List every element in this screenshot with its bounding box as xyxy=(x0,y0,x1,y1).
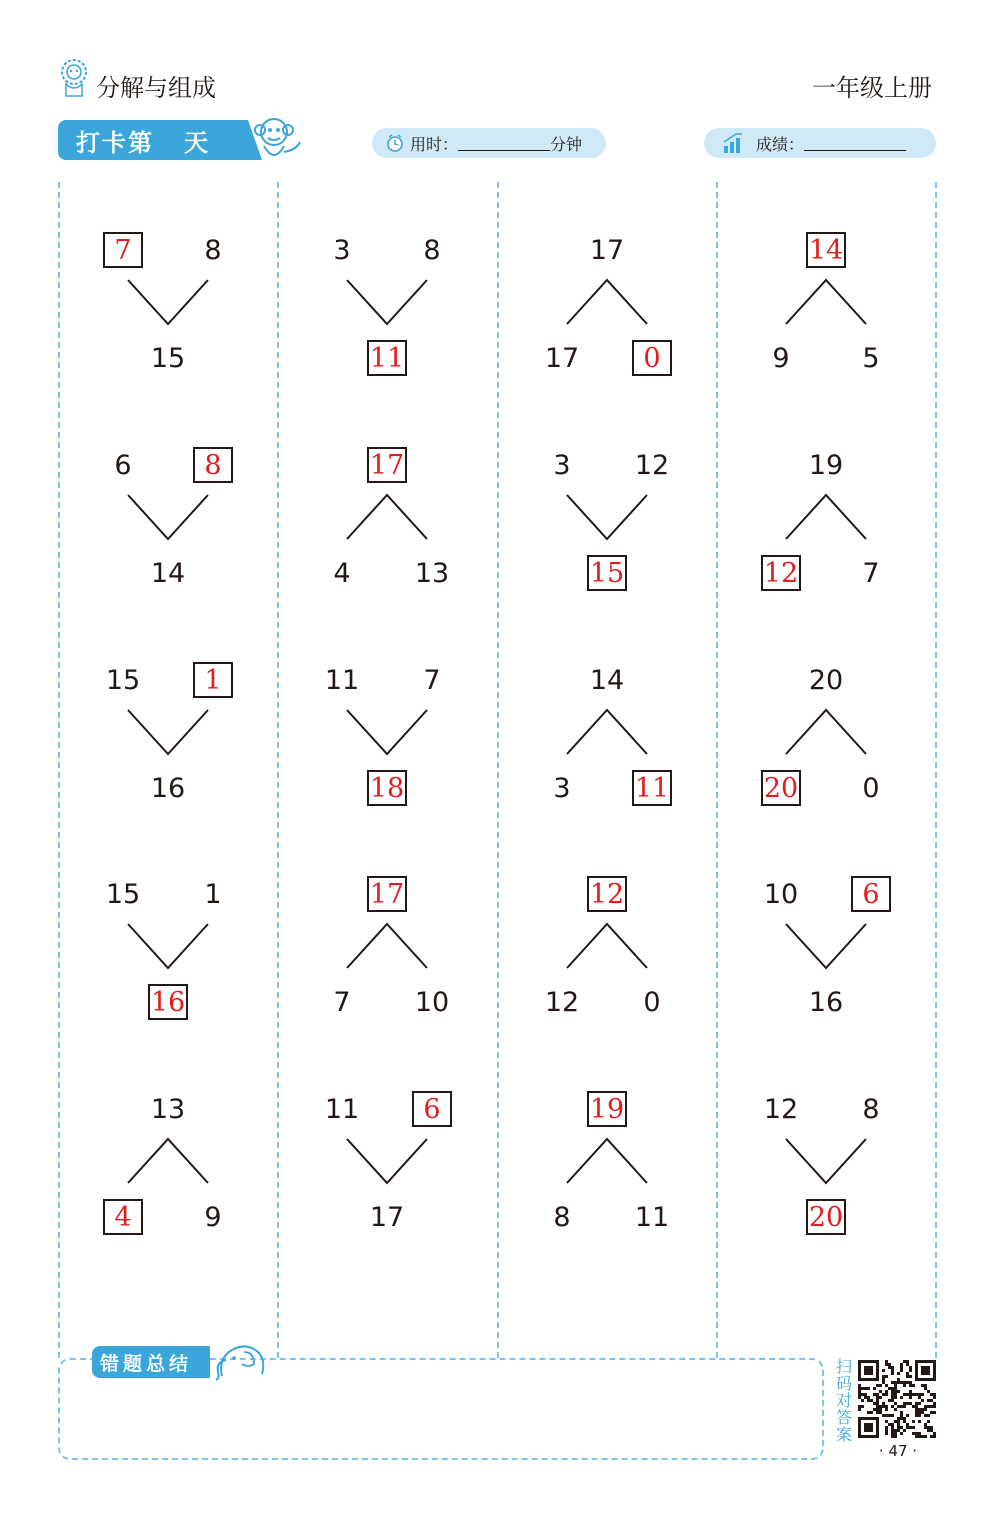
given-number: 16 xyxy=(150,773,186,804)
given-number: 7 xyxy=(333,987,351,1018)
answer-box[interactable]: 19 xyxy=(587,1091,627,1127)
given-number: 7 xyxy=(423,665,441,696)
qr-code-icon[interactable] xyxy=(858,1360,936,1438)
lion-logo-icon xyxy=(58,58,90,98)
time-unit: 分钟 xyxy=(550,134,583,154)
answer-box[interactable]: 18 xyxy=(367,770,407,806)
number-bond-problem xyxy=(277,1081,497,1295)
given-number: 9 xyxy=(204,1202,222,1233)
given-number: 8 xyxy=(423,235,441,266)
number-bond-problem xyxy=(58,866,278,1080)
number-bond-problem xyxy=(497,652,717,866)
number-bond-problem xyxy=(497,866,717,1080)
v-branch-lines xyxy=(277,222,497,436)
given-number: 17 xyxy=(544,343,580,374)
given-number: 5 xyxy=(862,343,880,374)
v-branch-lines xyxy=(277,652,497,866)
qr-caption: 扫码对答案 xyxy=(836,1357,853,1444)
answer-box[interactable]: 7 xyxy=(103,232,143,268)
answer-box[interactable]: 11 xyxy=(632,770,672,806)
given-number: 19 xyxy=(808,450,844,481)
given-number: 12 xyxy=(544,987,580,1018)
given-number: 15 xyxy=(105,879,141,910)
given-number: 11 xyxy=(324,665,360,696)
number-bond-problem xyxy=(497,1081,717,1295)
number-bond-problem xyxy=(497,222,717,436)
checkin-day-tab xyxy=(58,120,248,160)
chart-icon xyxy=(722,132,748,154)
given-number: 8 xyxy=(862,1094,880,1125)
given-number: 0 xyxy=(862,773,880,804)
answer-box[interactable]: 6 xyxy=(412,1091,452,1127)
answer-box[interactable]: 8 xyxy=(193,447,233,483)
given-number: 12 xyxy=(763,1094,799,1125)
number-bond-problem xyxy=(716,437,936,651)
number-bond-problem xyxy=(58,437,278,651)
number-bond-problem xyxy=(58,1081,278,1295)
given-number: 0 xyxy=(643,987,661,1018)
given-number: 14 xyxy=(150,558,186,589)
given-number: 3 xyxy=(333,235,351,266)
given-number: 9 xyxy=(772,343,790,374)
given-number: 10 xyxy=(763,879,799,910)
number-bond-problem xyxy=(277,437,497,651)
number-bond-problem xyxy=(716,866,936,1080)
given-number: 15 xyxy=(105,665,141,696)
answer-box[interactable]: 20 xyxy=(761,770,801,806)
page-title: 分解与组成 xyxy=(96,74,216,102)
given-number: 13 xyxy=(414,558,450,589)
v-branch-lines xyxy=(716,1081,936,1295)
number-bond-problem xyxy=(277,222,497,436)
answer-box[interactable]: 11 xyxy=(367,340,407,376)
v-branch-lines xyxy=(277,1081,497,1295)
time-label: 用时： xyxy=(410,134,459,154)
answer-box[interactable]: 4 xyxy=(103,1199,143,1235)
given-number: 13 xyxy=(150,1094,186,1125)
score-label: 成绩： xyxy=(756,134,805,154)
answer-box[interactable]: 17 xyxy=(367,447,407,483)
v-branch-lines xyxy=(497,437,717,651)
answer-box[interactable]: 6 xyxy=(851,876,891,912)
answer-box[interactable]: 14 xyxy=(806,232,846,268)
given-number: 6 xyxy=(114,450,132,481)
v-branch-lines xyxy=(716,866,936,1080)
page-number: · 47 · xyxy=(878,1442,918,1460)
given-number: 8 xyxy=(204,235,222,266)
given-number: 17 xyxy=(369,1202,405,1233)
clock-icon xyxy=(386,134,404,152)
number-bond-problem xyxy=(277,652,497,866)
number-bond-problem xyxy=(716,1081,936,1295)
given-number: 10 xyxy=(414,987,450,1018)
given-number: 14 xyxy=(589,665,625,696)
number-bond-problem xyxy=(716,222,936,436)
given-number: 17 xyxy=(589,235,625,266)
v-branch-lines xyxy=(58,437,278,651)
given-number: 11 xyxy=(324,1094,360,1125)
number-bond-problem xyxy=(58,222,278,436)
monkey-icon xyxy=(250,114,304,166)
given-number: 11 xyxy=(634,1202,670,1233)
answer-box[interactable]: 12 xyxy=(761,555,801,591)
given-number: 16 xyxy=(808,987,844,1018)
number-bond-problem xyxy=(277,866,497,1080)
given-number: 3 xyxy=(553,773,571,804)
answer-box[interactable]: 1 xyxy=(193,662,233,698)
given-number: 20 xyxy=(808,665,844,696)
v-branch-lines xyxy=(58,866,278,1080)
checkin-prefix: 打卡第 xyxy=(76,128,154,157)
number-bond-problem xyxy=(497,437,717,651)
given-number: 1 xyxy=(204,879,222,910)
grade-label: 一年级上册 xyxy=(812,74,932,102)
answer-box[interactable]: 20 xyxy=(806,1199,846,1235)
given-number: 4 xyxy=(333,558,351,589)
given-number: 8 xyxy=(553,1202,571,1233)
number-bond-problem xyxy=(716,652,936,866)
checkin-suffix: 天 xyxy=(184,128,210,157)
score-input[interactable] xyxy=(804,136,906,151)
number-bond-problem xyxy=(58,652,278,866)
mistake-summary-tab: 错题总结 xyxy=(92,1346,210,1378)
v-branch-lines xyxy=(58,652,278,866)
elephant-icon xyxy=(212,1338,270,1382)
given-number: 3 xyxy=(553,450,571,481)
given-number: 12 xyxy=(634,450,670,481)
answer-box[interactable]: 0 xyxy=(632,340,672,376)
v-branch-lines xyxy=(58,222,278,436)
time-input[interactable] xyxy=(458,136,550,151)
score-field xyxy=(704,128,936,158)
given-number: 15 xyxy=(150,343,186,374)
time-field xyxy=(372,128,606,158)
answer-box[interactable]: 17 xyxy=(367,876,407,912)
given-number: 7 xyxy=(862,558,880,589)
answer-box[interactable]: 16 xyxy=(148,984,188,1020)
answer-box[interactable]: 12 xyxy=(587,876,627,912)
answer-box[interactable]: 15 xyxy=(587,555,627,591)
